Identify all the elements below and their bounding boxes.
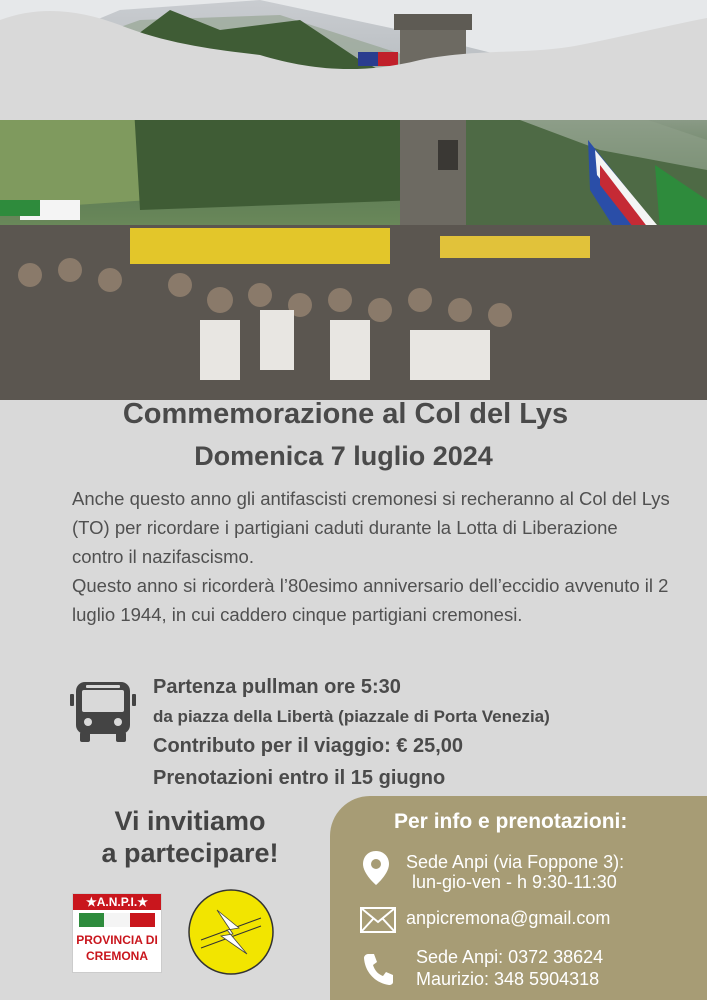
booking-deadline: Prenotazioni entro il 15 giugno [153,767,446,789]
invitation [60,805,320,869]
info-panel [330,796,707,1000]
italian-flag-icon [79,913,155,927]
description-paragraph-2: Questo anno si ricorderà l’80esimo anniversario dell’eccidio avvenuto il 2 luglio 1944, in cui caddero cinque partigiani cremonesi. [72,575,669,625]
event-date: Domenica 7 luglio 2024 [194,441,493,471]
description [72,484,672,629]
departure-time: Partenza pullman ore 5:30 [153,676,401,698]
trip-details [153,672,550,795]
description-paragraph-1: Anche questo anno gli antifascisti cremonesi si recheranno al Col del Lys (TO) per ricordare i partigiani caduti durante la Lotta di Liberazione contro il nazifascismo. [72,488,670,567]
phone-line-1: Sede Anpi: 0372 38624 [416,947,604,967]
anpi-logo-line-1: PROVINCIA DI [76,933,158,947]
email-address[interactable]: anpicremona@gmail.com [406,908,611,928]
event-photo [0,0,707,400]
anpi-logo-text [73,932,161,964]
invitation-line-1: Vi invitiamo [114,806,266,836]
address-line-1: Sede Anpi (via Foppone 3): [406,852,625,872]
anpi-logo-title: ★A.N.P.I.★ [73,894,161,910]
anpi-logo [72,893,162,973]
phone-icon [362,952,394,986]
info-heading: Per info e prenotazioni: [394,810,628,833]
departure-place: da piazza della Libertà (piazzale di Porta Venezia) [153,707,550,726]
address-line-2: lun-gio-ven - h 9:30-11:30 [412,872,617,892]
anpi-logo-line-2: CREMONA [86,949,148,963]
invitation-line-2: a partecipare! [101,838,279,868]
trip-cost: Contributo per il viaggio: € 25,00 [153,735,464,757]
bus-icon [70,680,136,746]
location-pin-icon [362,850,390,886]
comitato-logo [187,888,275,976]
phone-line-2: Maurizio: 348 5904318 [416,969,600,989]
email-icon [360,907,396,933]
page-title: Commemorazione al Col del Lys [122,398,569,430]
